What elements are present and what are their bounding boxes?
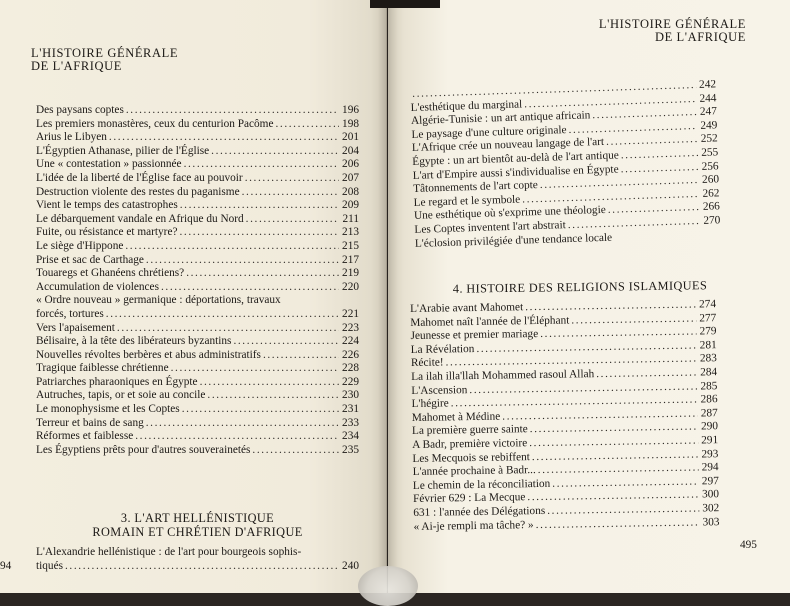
toc-entry-page: 235 (342, 443, 359, 456)
leader-dots (180, 199, 339, 213)
section-title-line: ROMAIN ET CHRÉTIEN D'AFRIQUE (92, 524, 303, 539)
toc-entry-title: Février 629 : La Mecque (412, 491, 526, 506)
section-3-toc-list (36, 546, 359, 573)
toc-entry-title: Destruction violente des restes du paganisme (36, 185, 240, 198)
toc-entry-page: 255 (701, 146, 719, 159)
toc-entry-title: Tâtonnements de l'art copte (412, 179, 538, 196)
toc-entry-title: Le paysage d'une culture originale (411, 123, 567, 141)
leader-dots (536, 516, 700, 532)
toc-entry (36, 444, 359, 458)
toc-entry-page: 230 (342, 389, 359, 402)
leader-dots (233, 335, 339, 349)
toc-entry-title: Une « contestation » passionnée (36, 158, 182, 171)
left-running-head (31, 47, 178, 73)
toc-entry-page: 293 (701, 447, 719, 460)
right-folio: 495 (740, 539, 757, 551)
toc-entry-page: 266 (702, 200, 721, 214)
toc-entry (36, 254, 359, 268)
toc-entry-title: Le siège d'Hippone (36, 239, 124, 252)
toc-entry-title: L'Arabie avant Mahomet (410, 301, 524, 315)
left-page (0, 0, 387, 593)
section-4-toc-list (410, 298, 720, 534)
leader-dots (184, 158, 339, 172)
toc-entry-page: 228 (342, 362, 359, 375)
leader-dots (200, 376, 339, 390)
toc-entry-page: 207 (342, 171, 359, 184)
toc-entry (36, 226, 359, 240)
toc-entry (36, 240, 359, 254)
leader-dots (246, 213, 339, 227)
toc-entry-title: Vers l'apaisement (36, 321, 115, 334)
toc-entry (36, 213, 359, 227)
toc-entry (36, 158, 359, 172)
toc-entry-page: 249 (700, 119, 718, 132)
toc-entry-title: L'idée de la liberté de l'Église face au pouvoir (36, 171, 243, 184)
leader-dots (275, 118, 339, 132)
toc-entry (36, 403, 359, 417)
toc-entry-page: 226 (342, 348, 359, 361)
toc-entry-title: L'année prochaine à Badr... (412, 464, 536, 479)
leader-dots (263, 349, 339, 363)
toc-entry (36, 376, 359, 390)
toc-entry-title: Les Égyptiens prêts pour d'autres souverainetés (36, 443, 251, 456)
toc-entry-page: 213 (342, 226, 359, 239)
toc-entry (36, 546, 359, 573)
toc-entry-title-cont: tiqués (36, 559, 63, 572)
toc-entry-title: L'Afrique crée un nouveau langage de l'art (411, 136, 605, 155)
leader-dots (135, 430, 339, 444)
toc-entry (36, 430, 359, 444)
toc-entry-page: 244 (699, 91, 717, 105)
toc-entry (36, 294, 359, 321)
toc-entry-page: 260 (701, 173, 720, 187)
toc-entry-title: Fuite, ou résistance et martyre? (36, 226, 178, 239)
toc-entry (36, 335, 359, 349)
toc-entry-page: 274 (699, 298, 717, 311)
toc-entry-title: A Badr, première victoire (412, 437, 528, 451)
toc-entry-title: Bélisaire, à la tête des libérateurs byzantins (36, 335, 232, 348)
toc-entry-page: 223 (342, 321, 359, 334)
toc-entry-page: 234 (342, 430, 359, 443)
toc-entry-page: 297 (701, 474, 719, 488)
thumb (358, 566, 418, 606)
toc-entry-page: 204 (342, 144, 359, 157)
leader-dots (109, 131, 339, 145)
toc-entry-title: Les premiers monastères, ceux du centurion Pacôme (36, 117, 274, 130)
toc-entry (36, 281, 359, 295)
toc-entry (36, 104, 359, 118)
toc-entry-page: 286 (700, 393, 718, 406)
running-head-line: DE L'AFRIQUE (31, 59, 123, 73)
leader-dots (171, 362, 339, 376)
toc-entry-page: 231 (342, 403, 359, 416)
leader-dots (211, 145, 339, 159)
running-head-line: DE L'AFRIQUE (654, 30, 746, 44)
leader-dots (182, 403, 339, 417)
toc-entry-title: Tragique faiblesse chrétienne (36, 362, 169, 375)
toc-entry-title: Autruches, tapis, or et soie au concile (36, 389, 206, 402)
toc-entry-page: 294 (701, 461, 719, 474)
left-toc-list (36, 104, 359, 457)
toc-entry-page: 229 (342, 375, 359, 388)
toc-entry (36, 267, 359, 281)
toc-entry-page: 240 (342, 559, 359, 572)
toc-entry (36, 186, 359, 200)
toc-entry-page: 215 (342, 239, 359, 252)
toc-entry (36, 362, 359, 376)
toc-entry-page: 287 (700, 406, 718, 420)
toc-entry-title: L'éclosion privilégiée d'une tendance locale (414, 231, 613, 250)
book-spine-shadow (378, 0, 398, 593)
toc-entry (36, 118, 359, 132)
toc-entry-title: Une esthétique où s'exprime une théologie (413, 204, 606, 223)
toc-entry-page: 221 (342, 307, 359, 320)
toc-entry-title: Le monophysisme et les Coptes (36, 403, 180, 416)
right-page (388, 0, 790, 593)
toc-entry-page: 290 (700, 420, 719, 433)
toc-entry-title: L'Alexandrie hellénistique : de l'art pour bourgeois sophis- (36, 546, 302, 558)
leader-dots (252, 444, 339, 458)
leader-dots (106, 308, 339, 322)
toc-entry-title-cont: forcés, tortures (36, 307, 104, 320)
leader-dots (186, 267, 339, 281)
toc-entry-title: Jeunesse et premier mariage (410, 328, 539, 343)
toc-entry (36, 389, 359, 403)
toc-entry-page: 206 (342, 158, 359, 171)
leader-dots (146, 417, 339, 431)
leader-dots (245, 172, 339, 186)
toc-entry-page: 284 (700, 366, 718, 379)
toc-entry-title: L'esthétique du marginal (410, 98, 523, 114)
toc-entry-title: La ilah illa'llah Mohammed rasoul Allah (411, 368, 595, 383)
toc-entry-page: 208 (342, 185, 359, 198)
toc-entry-title: « Ai-je rempli ma tâche? » (413, 518, 534, 533)
toc-entry-title: « Ordre nouveau » germanique : déportations, travaux (36, 294, 281, 307)
toc-entry-page: 196 (342, 104, 359, 116)
toc-entry-title: Des paysans coptes (36, 104, 124, 116)
toc-entry-page: 277 (699, 311, 717, 325)
leader-dots (207, 389, 339, 403)
section-3-title (36, 512, 359, 539)
background-edge (370, 0, 440, 8)
leader-dots (65, 560, 339, 574)
toc-entry-page: 252 (700, 132, 718, 146)
toc-entry-title: Terreur et bains de sang (36, 416, 144, 429)
left-folio: 94 (0, 560, 12, 572)
toc-entry (36, 417, 359, 431)
toc-entry-page: 220 (342, 280, 359, 293)
toc-entry-title: Le regard et le symbole (413, 193, 521, 209)
toc-entry-title: La Révélation (410, 342, 475, 356)
right-running-head (599, 18, 746, 44)
toc-entry-page: 291 (701, 434, 719, 447)
toc-entry-page: 242 (698, 78, 717, 91)
toc-entry-page: 217 (342, 253, 359, 266)
toc-entry-title: Égypte : un art bientôt au-delà de l'art antique (412, 149, 619, 168)
toc-entry-page: 283 (699, 352, 718, 365)
toc-entry-title: Prise et sac de Carthage (36, 253, 144, 266)
toc-entry-title: La première guerre sainte (411, 423, 528, 438)
leader-dots (179, 226, 339, 240)
toc-entry-page: 285 (700, 379, 718, 393)
toc-entry-page: 201 (342, 131, 359, 144)
toc-entry-title: Mahomet naît l'année de l'Éléphant (410, 314, 570, 329)
toc-entry-page: 224 (342, 335, 359, 348)
toc-entry-page: 211 (342, 212, 359, 225)
toc-entry-title: Le chemin de la réconciliation (412, 477, 551, 492)
toc-entry-title: Arius le Libyen (36, 131, 107, 144)
toc-entry-page: 302 (702, 502, 720, 515)
toc-entry-page: 209 (342, 199, 359, 212)
toc-entry-title: Les Coptes inventent l'art abstrait (414, 219, 566, 236)
toc-entry-page: 270 (703, 214, 721, 227)
section-4-title: 4. HISTOIRE DES RELIGIONS ISLAMIQUES (452, 278, 708, 296)
leader-dots (242, 186, 339, 200)
toc-entry (36, 349, 359, 363)
toc-entry-title: Récite! (410, 356, 444, 370)
toc-entry-title: Réformes et faiblesse (36, 430, 134, 443)
toc-entry-title: L'art d'Empire aussi s'individualise en Égypte (412, 163, 619, 182)
toc-entry (36, 145, 359, 159)
section-title-line: 3. L'ART HELLÉNISTIQUE (120, 511, 275, 525)
toc-entry-page: 281 (699, 338, 717, 352)
leader-dots (125, 240, 339, 254)
toc-entry-page (612, 244, 630, 245)
toc-entry (36, 172, 359, 186)
toc-entry (36, 199, 359, 213)
leader-dots (117, 322, 339, 336)
toc-entry-title: L'Égyptien Athanase, pilier de l'Église (36, 144, 210, 157)
toc-entry-title: Vient le temps des catastrophes (36, 199, 178, 212)
toc-entry-title: L'hégire (411, 397, 449, 411)
toc-entry-title: Le débarquement vandale en Afrique du Nord (36, 212, 244, 225)
toc-entry (36, 322, 359, 336)
toc-entry-title: Mahomet à Médine (411, 410, 501, 424)
leader-dots (126, 104, 339, 118)
toc-entry-page: 256 (701, 159, 719, 173)
toc-entry-title: Algérie-Tunisie : un art antique africain (410, 109, 591, 128)
toc-entry-page: 300 (702, 488, 720, 501)
toc-entry-title: Patriarches pharaoniques en Égypte (36, 375, 198, 388)
toc-entry-page: 262 (702, 187, 720, 200)
toc-entry-page: 219 (342, 267, 359, 280)
toc-entry-page: 247 (699, 105, 718, 119)
toc-entry-page: 233 (342, 416, 359, 429)
leader-dots (161, 281, 339, 295)
toc-entry-page: 303 (702, 515, 720, 528)
toc-entry-title: Nouvelles révoltes berbères et abus administratifs (36, 348, 261, 361)
running-head-line: L'HISTOIRE GÉNÉRALE (598, 17, 746, 31)
toc-entry-title: Touaregs et Ghanéens chrétiens? (36, 267, 185, 280)
toc-entry-title: L'Ascension (411, 383, 468, 397)
leader-dots (146, 254, 339, 268)
toc-entry-title: Accumulation de violences (36, 280, 159, 293)
toc-entry-page: 198 (342, 117, 359, 130)
toc-entry-title: 631 : l'année des Délégations (413, 504, 546, 519)
toc-entry (36, 131, 359, 145)
right-toc-list (410, 78, 721, 251)
toc-entry-title: Les Mecquois se rebiffent (412, 450, 530, 465)
toc-entry-page: 279 (699, 325, 717, 338)
running-head-line: L'HISTOIRE GÉNÉRALE (31, 46, 179, 60)
